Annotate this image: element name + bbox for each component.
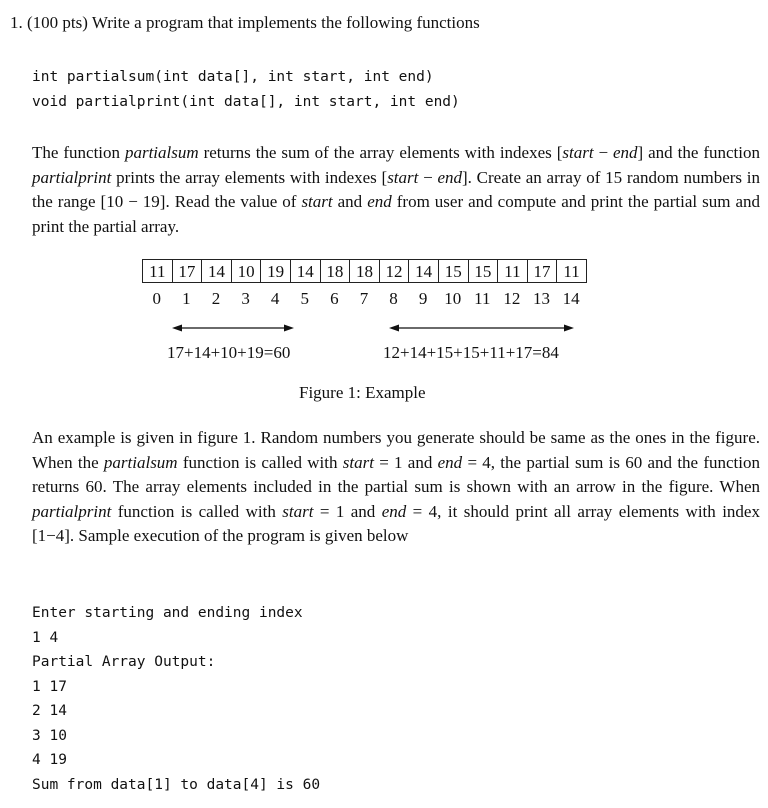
signature-partialprint: void partialprint(int data[], int start, int end) bbox=[32, 93, 460, 110]
example-text: = 4, the partial sum is 60 and the function returns 60. The array elements included in the partial sum is shown with an arrow in the figure. When bbox=[32, 452, 761, 496]
var-end: end bbox=[367, 192, 392, 211]
array-index: 11 bbox=[474, 289, 491, 308]
example-text: = 1 and bbox=[313, 501, 382, 521]
array-index: 7 bbox=[359, 289, 369, 308]
array-index: 10 bbox=[444, 289, 462, 308]
array-index: 2 bbox=[211, 289, 221, 308]
array-index: 5 bbox=[300, 289, 310, 308]
sum-left-label: 17+14+10+19=60 bbox=[167, 343, 291, 362]
array-cell: 11 bbox=[498, 259, 528, 283]
array-index: 3 bbox=[241, 289, 250, 308]
array-index: 8 bbox=[389, 289, 398, 308]
example-text: function is called with bbox=[111, 501, 283, 521]
array-index: 12 bbox=[503, 289, 521, 308]
array-cell: 14 bbox=[409, 259, 439, 283]
output-line: 4 19 bbox=[32, 752, 67, 768]
array-index: 14 bbox=[562, 289, 580, 308]
array-cell: 15 bbox=[469, 259, 499, 283]
array-index: 0 bbox=[152, 289, 162, 308]
array-cell: 14 bbox=[202, 259, 232, 283]
array-indexes bbox=[142, 289, 586, 309]
array-cell: 18 bbox=[321, 259, 351, 283]
sum-right-label: 12+14+15+15+11+17=84 bbox=[383, 343, 559, 362]
output-line: 2 14 bbox=[32, 703, 67, 719]
var-start: start bbox=[342, 452, 374, 472]
output-line: 1 17 bbox=[32, 678, 67, 695]
var-end: end bbox=[437, 452, 463, 472]
fn-partialprint: partialprint bbox=[32, 501, 112, 521]
desc-text: and bbox=[332, 192, 368, 211]
desc-text: The function bbox=[32, 143, 125, 162]
signature-partialsum: int partialsum(int data[], int start, int end) bbox=[32, 69, 434, 85]
desc-text: prints the array elements with indexes [ bbox=[111, 167, 388, 187]
example-paragraph bbox=[32, 426, 760, 549]
array-cell: 11 bbox=[557, 259, 587, 283]
output-line: 3 10 bbox=[32, 727, 67, 744]
fn-partialprint: partialprint bbox=[32, 167, 112, 187]
output-line: Enter starting and ending index bbox=[32, 605, 303, 621]
function-signatures bbox=[32, 65, 460, 114]
array-cell: 14 bbox=[291, 259, 321, 283]
desc-text: − bbox=[418, 167, 438, 187]
var-start: start bbox=[282, 501, 314, 521]
question-header bbox=[10, 13, 480, 33]
array-index: 6 bbox=[330, 289, 339, 308]
var-end: end bbox=[437, 167, 462, 187]
desc-text: ] and the function bbox=[637, 143, 760, 162]
example-text: function is called with bbox=[177, 452, 343, 472]
array-cell: 12 bbox=[380, 259, 410, 283]
array-values bbox=[142, 259, 587, 283]
desc-text: from user and compute and print the partial sum and print the partial array. bbox=[32, 192, 760, 236]
figure-caption: Figure 1: Example bbox=[299, 383, 426, 402]
var-end: end bbox=[613, 143, 638, 162]
array-cell: 17 bbox=[528, 259, 558, 283]
array-index: 9 bbox=[418, 289, 428, 308]
arrow-left bbox=[172, 325, 294, 332]
var-start: start bbox=[387, 167, 419, 187]
desc-text: returns the sum of the array elements with indexes [ bbox=[198, 143, 563, 162]
desc-text: ]. Create an array of 15 random numbers in the range [10 − 19]. Read the value of bbox=[32, 167, 761, 211]
var-start: start bbox=[301, 192, 333, 211]
question-number: 1. bbox=[10, 13, 23, 32]
array-cell: 10 bbox=[232, 259, 262, 283]
output-line: Partial Array Output: bbox=[32, 654, 216, 670]
example-text: = 4, it should print all array elements with index [1−4]. Sample execution of the program is given below bbox=[32, 501, 760, 545]
array-index: 4 bbox=[270, 289, 280, 308]
desc-text: − bbox=[593, 143, 613, 162]
fn-partialsum: partialsum bbox=[124, 143, 199, 162]
example-text: An example is given in figure 1. Random numbers you generate should be same as the ones in the figure. When the bbox=[32, 428, 760, 472]
sample-output bbox=[32, 601, 320, 797]
arrow-right bbox=[389, 325, 574, 332]
var-start: start bbox=[562, 143, 594, 162]
array-index: 13 bbox=[533, 289, 551, 308]
question-points: (100 pts) bbox=[27, 13, 88, 32]
sum-arrows bbox=[0, 318, 768, 338]
example-text: = 1 and bbox=[373, 452, 438, 472]
array-cell: 11 bbox=[143, 259, 173, 283]
array-cell: 17 bbox=[173, 259, 203, 283]
array-cell: 15 bbox=[439, 259, 469, 283]
output-line: Sum from data[1] to data[4] is 60 bbox=[32, 776, 321, 793]
array-cell: 18 bbox=[350, 259, 380, 283]
var-end: end bbox=[381, 501, 407, 521]
array-cell: 19 bbox=[261, 259, 291, 283]
fn-partialsum: partialsum bbox=[103, 452, 178, 472]
question-prompt: Write a program that implements the following functions bbox=[91, 13, 480, 32]
array-index: 1 bbox=[182, 289, 191, 308]
output-line: 1 4 bbox=[32, 629, 59, 646]
description-paragraph bbox=[32, 141, 760, 239]
